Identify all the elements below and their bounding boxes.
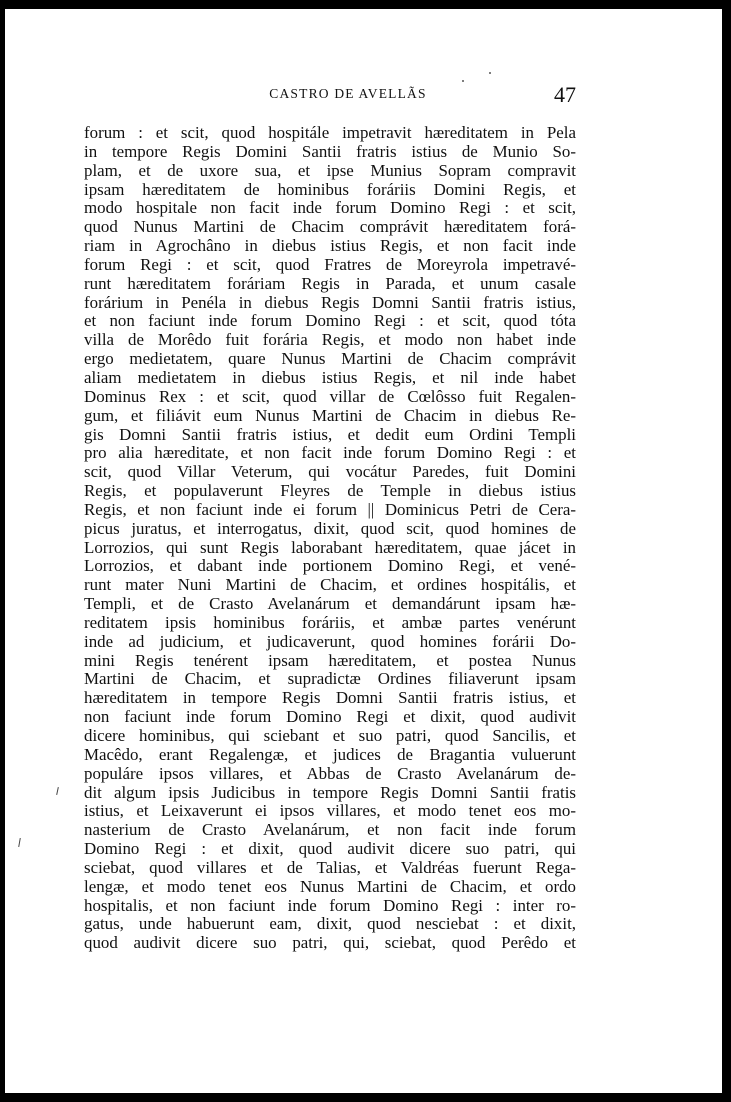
text-line: Domino Regi : et dixit, quod audivit dicere suo patri, qui bbox=[84, 839, 576, 859]
text-line: gum, et filiávit eum Nunus Martini de Chacim in diebus Re- bbox=[84, 405, 576, 425]
text-line: Lorrozios, qui sunt Regis laborabant hæreditatem, quae jácet in bbox=[84, 537, 576, 557]
text-line: modo hospitale non facit inde forum Domino Regi : et scit, bbox=[84, 198, 576, 218]
text-line: inde ad judicium, et judicaverunt, quod homines forárii Do- bbox=[84, 631, 576, 651]
text-line: hæreditatem in tempore Regis Domni Santii fratris istius, et bbox=[84, 688, 576, 708]
text-line: runt hæreditatem foráriam Regis in Parada, et unum casale bbox=[84, 273, 576, 293]
text-line: picus juratus, et interrogatus, dixit, quod scit, quod homines de bbox=[84, 518, 576, 538]
scan-speck bbox=[489, 72, 491, 74]
text-line: dit algum ipsis Judicibus in tempore Regis Domni Santii fratis bbox=[84, 782, 576, 802]
text-line: plam, et de uxore sua, et ipse Munius Sopram compravit bbox=[84, 160, 576, 180]
text-line: forum Regi : et scit, quod Fratres de Moreyrola impetravé- bbox=[84, 254, 576, 274]
text-line: ergo medietatem, quare Nunus Martini de Chacim comprávit bbox=[84, 349, 576, 369]
text-line: scit, quod Villar Veterum, qui vocátur Paredes, fuit Domini bbox=[84, 462, 576, 482]
running-header: CASTRO DE AVELLÃS bbox=[269, 86, 427, 101]
text-line: nasterium de Crasto Avelanárum, et non facit inde forum bbox=[84, 820, 576, 840]
text-line: et non faciunt inde forum Domino Regi : et scit, quod tóta bbox=[84, 311, 576, 331]
text-line: gatus, unde habuerunt eam, dixit, quod nesciebat : et dixit, bbox=[84, 914, 576, 934]
text-line: quod Nunus Martini de Chacim comprávit hæreditatem forá- bbox=[84, 217, 576, 237]
text-line: forárium in Penéla in diebus Regis Domni Santii fratris istius, bbox=[84, 292, 576, 312]
text-line: mini Regis tenérent ipsam hæreditatem, et postea Nunus bbox=[84, 650, 576, 670]
text-line: villa de Morêdo fuit forária Regis, et modo non habet inde bbox=[84, 330, 576, 350]
text-line: dicere hominibus, qui sciebant et suo patri, quod Sancilis, et bbox=[84, 726, 576, 745]
text-line: gis Domni Santii fratris istius, et dedit eum Ordini Templi bbox=[84, 424, 576, 444]
text-line: ipsam hæreditatem de hominibus foráriis Domini Regis, et bbox=[84, 179, 576, 199]
text-line: Martini de Chacim, et supradictæ Ordines filiaverunt ipsam bbox=[84, 669, 576, 689]
text-line: istius, et Leixaverunt ei ipsos villares, et modo tenet eos mo- bbox=[84, 801, 576, 821]
page-number: 47 bbox=[554, 82, 576, 107]
text-line: runt mater Nuni Martini de Chacim, et ordines hospitális, et bbox=[84, 575, 576, 595]
body-text bbox=[84, 124, 576, 953]
text-line: lengæ, et modo tenet eos Nunus Martini de Chacim, et ordo bbox=[84, 876, 576, 896]
text-line: Dominus Rex : et scit, quod villar de Cœlôsso fuit Regalen- bbox=[84, 386, 576, 406]
text-line: Templi, et de Crasto Avelanárum et demandárunt ipsam hæ- bbox=[84, 594, 576, 614]
text-line: Macêdo, erant Regalengæ, et judices de Bragantia vuluerunt bbox=[84, 744, 576, 764]
scan-speck bbox=[462, 80, 464, 82]
text-line: quod audivit dicere suo patri, qui, sciebat, quod Perêdo et bbox=[84, 933, 576, 953]
text-line: populáre ipsos villares, et Abbas de Crasto Avelanárum de- bbox=[84, 763, 576, 783]
text-line: reditatem ipsis hominibus foráriis, et ambæ partes venérunt bbox=[84, 612, 576, 632]
text-line: non faciunt inde forum Domino Regi et dixit, quod audivit bbox=[84, 707, 576, 727]
text-line: Lorrozios, et dabant inde portionem Domino Regi, et vené- bbox=[84, 556, 576, 576]
text-line: riam in Agrochâno in diebus istius Regis, et non facit inde bbox=[84, 236, 576, 256]
text-line: aliam medietatem in diebus istius Regis, et nil inde habet bbox=[84, 367, 576, 387]
text-line: in tempore Regis Domini Santii fratris istius de Munio So- bbox=[84, 141, 576, 161]
text-line: Regis, et non faciunt inde ei forum || Dominicus Petri de Cera- bbox=[84, 499, 576, 519]
text-line: pro alia hæreditate, et non facit inde forum Domino Regi : et bbox=[84, 443, 576, 463]
text-line: hospitalis, et non faciunt inde forum Domino Regi : inter ro- bbox=[84, 895, 576, 915]
text-line: Regis, et populaverunt Fleyres de Temple in diebus istius bbox=[84, 481, 576, 501]
text-line: sciebat, quod villares et de Talias, et Valdréas fuerunt Rega- bbox=[84, 857, 576, 877]
text-line: forum : et scit, quod hospitále impetravit hæreditatem in Pela bbox=[84, 123, 576, 142]
